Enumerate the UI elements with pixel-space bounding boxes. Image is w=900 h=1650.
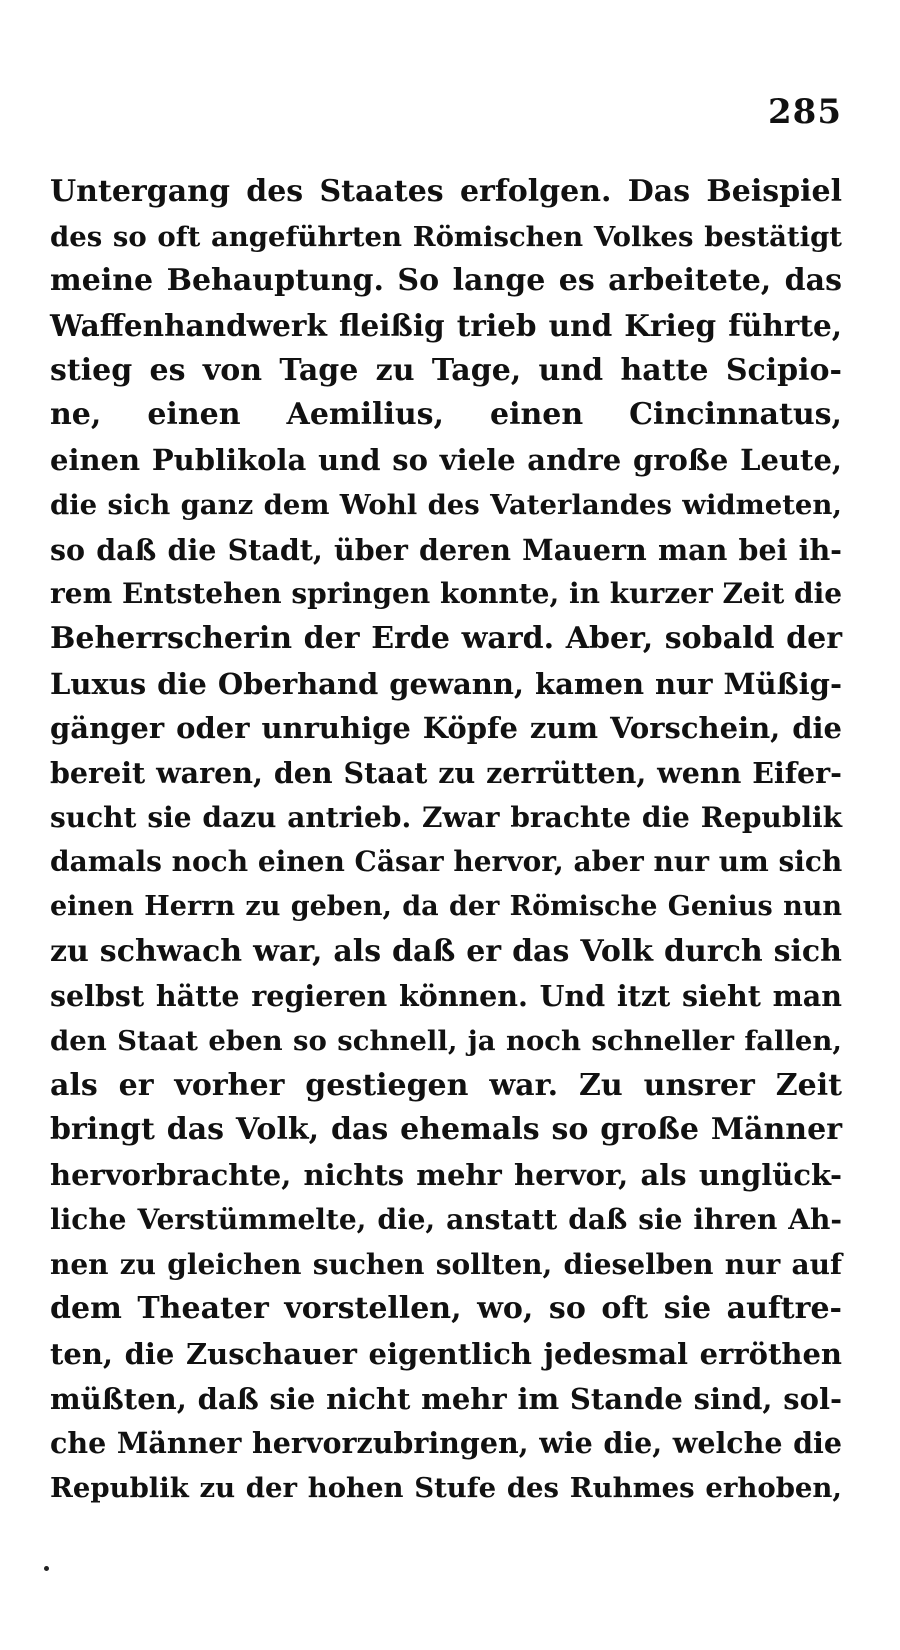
text-line: gänger oder unruhige Köpfe zum Vorschein, die — [50, 711, 842, 746]
text-line: meine Behauptung. So lange es arbeitete, das — [50, 263, 842, 299]
text-line: nen zu gleichen suchen sollten, dieselben nur auf — [50, 1247, 842, 1281]
text-line: Republik zu der hohen Stufe des Ruhmes erhoben, — [50, 1471, 842, 1504]
text-line: ne, einen Aemilius, einen Cincinnatus, — [50, 397, 842, 433]
text-line: die sich ganz dem Wohl des Vaterlandes widmeten, — [50, 488, 842, 521]
text-line: hervorbrachte, nichts mehr hervor, als unglück- — [50, 1158, 842, 1193]
text-line: Luxus die Oberhand gewann, kamen nur Müßig- — [50, 666, 842, 701]
text-line: als er vorher gestiegen war. Zu unsrer Zeit — [50, 1067, 842, 1103]
body-text — [50, 170, 842, 1511]
text-line: zu schwach war, als daß er das Volk durch sich — [50, 933, 842, 969]
text-line: Untergang des Staates erfolgen. Das Beispiel — [50, 174, 842, 209]
page-number: 285 — [768, 92, 842, 132]
text-line: bereit waren, den Staat zu zerrütten, wenn Eifer- — [50, 755, 842, 790]
text-line: Waffenhandwerk fleißig trieb und Krieg führte, — [50, 308, 842, 344]
text-line: müßten, daß sie nicht mehr im Stande sind, sol- — [50, 1381, 842, 1416]
text-line: so daß die Stadt, über deren Mauern man bei ih- — [50, 532, 842, 567]
text-line: des so oft angeführten Römischen Volkes bestätigt — [50, 220, 842, 253]
text-line: einen Publikola und so viele andre große Leute, — [50, 443, 842, 478]
text-line: che Männer hervorzubringen, wie die, welche die — [50, 1426, 842, 1461]
text-line: selbst hätte regieren können. Und itzt sieht man — [50, 979, 842, 1014]
text-line: sucht sie dazu antrieb. Zwar brachte die Republik — [50, 800, 842, 834]
text-line: damals noch einen Cäsar hervor, aber nur um sich — [50, 845, 843, 879]
text-line: ten, die Zuschauer eigentlich jedesmal erröthen — [50, 1336, 842, 1371]
text-line: Beherrscherin der Erde ward. Aber, sobald der — [50, 620, 842, 656]
text-line: den Staat eben so schnell, ja noch schneller fallen, — [50, 1025, 842, 1058]
text-line: bringt das Volk, das ehemals so große Männer — [50, 1112, 842, 1148]
text-line: rem Entstehen springen konnte, in kurzer Zeit die — [50, 577, 843, 611]
text-line: einen Herrn zu geben, da der Römische Genius nun — [50, 891, 842, 922]
text-line: liche Verstümmelte, die, anstatt daß sie ihren Ah- — [50, 1202, 842, 1236]
text-line: stieg es von Tage zu Tage, und hatte Scipio- — [50, 352, 842, 388]
text-line: dem Theater vorstellen, wo, so oft sie auftre- — [50, 1291, 842, 1327]
ink-dot — [44, 1566, 49, 1571]
